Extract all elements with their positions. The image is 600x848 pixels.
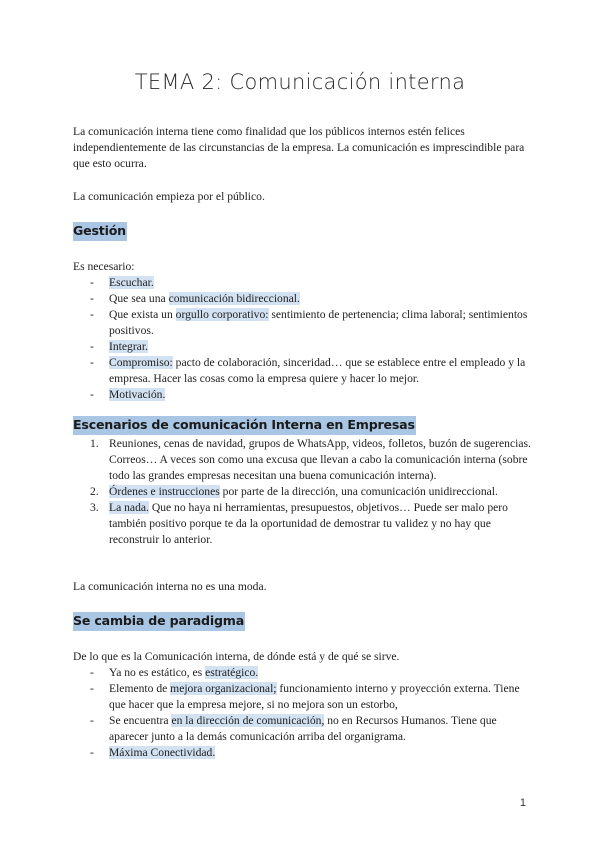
section-heading-paradigma: Se cambia de paradigma bbox=[73, 612, 245, 631]
intro-paragraph-2: La comunicación empieza por el público. bbox=[73, 190, 265, 203]
section-lead: De lo que es la Comunicación interna, de dónde está y de qué se sirve. bbox=[73, 650, 400, 663]
escenarios-list bbox=[73, 436, 533, 548]
page-number: 1 bbox=[519, 797, 526, 809]
list-item: - Máxima Conectividad. bbox=[73, 745, 533, 761]
list-item: - Ya no es estático, es estratégico. bbox=[73, 665, 533, 681]
section-heading-escenarios: Escenarios de comunicación Interna en Empresas bbox=[73, 416, 416, 435]
paradigma-list bbox=[73, 665, 533, 761]
list-item: - Motivación. bbox=[73, 387, 533, 403]
list-item: - Se encuentra en la dirección de comunicación, no en Recursos Humanos. Tiene que aparecer junto a la demás comunicación arriba del organigrama. bbox=[73, 713, 533, 745]
list-item: 1. Reuniones, cenas de navidad, grupos de WhatsApp, videos, folletos, buzón de sugerencias. Correos… A veces son como una excusa que llevan a cabo la comunicación interna (sobre todo las grandes empresas necesitan una buena comunicación interna). bbox=[90, 437, 531, 482]
page-title: TEMA 2: Comunicación interna bbox=[134, 70, 466, 94]
section-lead: Es necesario: bbox=[73, 260, 135, 273]
list-item: - Escuchar. bbox=[73, 275, 533, 291]
list-item: 2. Órdenes e instrucciones por parte de la dirección, una comunicación unidireccional. bbox=[90, 485, 498, 498]
list-item: - Elemento de mejora organizacional; funcionamiento interno y proyección externa. Tiene que hacer que la empresa mejore, si no mejora son un estorbo, bbox=[73, 681, 533, 713]
section-heading-gestion: Gestión bbox=[73, 222, 127, 241]
intro-paragraph: La comunicación interna tiene como finalidad que los públicos internos estén felices independientemente de las circunstancias de la empresa. La comunicación es imprescindible para que esto ocurra. bbox=[73, 125, 525, 170]
list-item: 3. La nada. Que no haya ni herramientas, presupuestos, objetivos… Puede ser malo pero también positivo porque te da la oportunidad de demostrar tu validez y no hay que reconstruir lo anterior. bbox=[90, 501, 508, 546]
list-item: - Que sea una comunicación bidireccional. bbox=[73, 291, 533, 307]
list-item: - Compromiso: pacto de colaboración, sinceridad… que se establece entre el empleado y la empresa. Hacer las cosas como la empresa quiere y hacer lo mejor. bbox=[73, 355, 533, 387]
list-item: - Que exista un orgullo corporativo: sentimiento de pertenencia; clima laboral; sentimientos positivos. bbox=[73, 307, 533, 339]
closing-paragraph: La comunicación interna no es una moda. bbox=[73, 580, 267, 593]
list-item: - Integrar. bbox=[73, 339, 533, 355]
gestion-list bbox=[73, 275, 533, 403]
